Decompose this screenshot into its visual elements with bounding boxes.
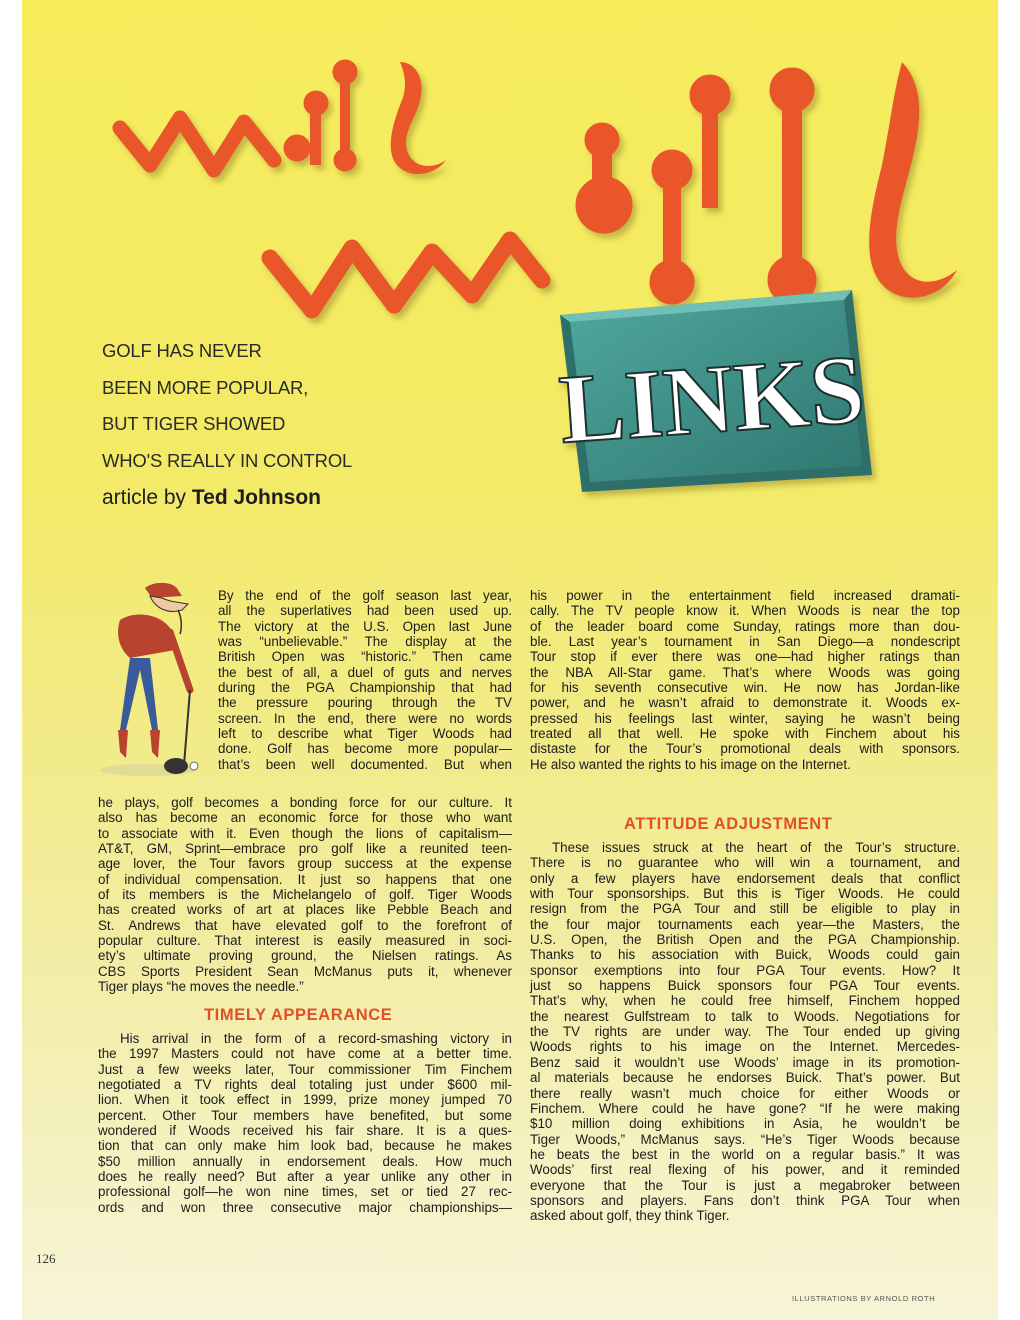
body-line: the 1997 Masters could not have come at a better time.: [98, 1046, 512, 1062]
body-line: also has become an economic force for those who want: [98, 810, 512, 826]
deck-line: GOLF HAS NEVER: [102, 340, 262, 361]
body-line: Thanks to his association with Buick, Woods could gain: [530, 947, 960, 963]
links-sign: [556, 290, 872, 492]
section-heading-attitude-adjustment: ATTITUDE ADJUSTMENT: [624, 815, 833, 833]
body-line: He also wanted the rights to his image on the Internet.: [530, 756, 851, 772]
body-line: during the PGA Championship that had: [218, 680, 512, 696]
column-1-section: [98, 1031, 512, 1215]
section-heading-timely-appearance: TIMELY APPEARANCE: [204, 1006, 393, 1024]
body-line: age lover, the Tour favors group success at the expense: [98, 856, 512, 872]
deck-line: BUT TIGER SHOWED: [102, 413, 286, 434]
body-line: Finchem. Where could he have gone? “If he were making: [530, 1100, 960, 1116]
body-line: popular culture. That interest is easily measured in soci-: [98, 933, 512, 949]
body-line: AT&T, GM, Sprint—embrace pro golf like a reunited teen-: [98, 841, 512, 857]
body-line: his power in the entertainment field increased dramati-: [530, 588, 960, 603]
body-line: the pressure pouring through the TV: [218, 695, 512, 711]
body-line: Tour stop if ever there was one—had higher ratings than: [530, 649, 960, 665]
body-line: tion that can only make him look bad, because he makes: [98, 1138, 512, 1154]
title-word-wild: [120, 60, 446, 174]
title-word-world: [270, 62, 957, 310]
body-line: negotiated a TV rights deal totaling just under $600 mil-: [98, 1077, 512, 1093]
column-1-wrap: [218, 588, 512, 772]
body-line: left to describe what Tiger Woods had: [218, 726, 512, 742]
body-line: British Open was “historic.” Then came: [218, 649, 512, 665]
body-line: power, and he wasn’t afraid to demonstrate it. Woods ex-: [530, 695, 960, 711]
body-line: cally. The TV people know it. When Woods is near the top: [530, 603, 960, 619]
body-line: The victory at the U.S. Open last June: [218, 618, 512, 634]
body-line: al materials because he endorses Buick. That’s power. But: [530, 1070, 960, 1086]
body-line: sponsors and players. Fans don’t think PGA Tour when: [530, 1192, 960, 1208]
body-line: There is no guarantee who will win a tournament, and: [530, 855, 960, 871]
body-line: lion. When it took effect in 1999, prize money jumped 70: [98, 1092, 512, 1108]
body-line: percent. Other Tour members have benefited, but some: [98, 1107, 512, 1123]
body-line: Tiger plays “he moves the needle.”: [98, 979, 304, 995]
body-line: Benz said it wouldn’t use Woods’ image in its promotion-: [530, 1054, 960, 1070]
golfer-illustration: [90, 580, 230, 785]
body-line: all the superlatives had been used up.: [218, 603, 512, 619]
links-sign-text: LINKS: [556, 335, 868, 465]
column-2-section: [530, 840, 960, 1224]
body-line: $10 million doing exhibitions in Asia, he wouldn’t be: [530, 1116, 960, 1132]
body-line: That’s why, when he could free himself, Finchem hopped: [530, 993, 960, 1009]
body-line: of individual compensation. It just so happens that one: [98, 871, 512, 887]
body-line: the NBA All-Star game. That’s where Woods was going: [530, 664, 960, 680]
body-line: asked about golf, they think Tiger.: [530, 1208, 730, 1224]
body-line: CBS Sports President Sean McManus puts it, whenever: [98, 963, 512, 979]
column-1-full: [98, 795, 512, 994]
body-line: to associate with it. Even though the lions of capitalism—: [98, 825, 512, 841]
body-line: Woods rights to his image on the Internet. Mercedes-: [530, 1039, 960, 1055]
body-line: treated all that well. He spoke with Finchem about his: [530, 726, 960, 742]
byline-prefix: article by: [102, 486, 187, 509]
body-line: ety’s ultimate proving ground, the Nielsen ratings. As: [98, 948, 512, 964]
body-line: sponsor exemptions into four PGA Tour events. How? It: [530, 962, 960, 978]
body-line: distaste for the Tour’s promotional deals with sponsors.: [530, 741, 960, 757]
body-line: for his seventh consecutive win. He now has Jordan-like: [530, 680, 960, 696]
body-line: pressed his feelings last winter, saying he wasn’t being: [530, 710, 960, 726]
body-line: with Tour sponsorships. But this is Tiger Woods. He could: [530, 886, 960, 902]
body-line: does he really need? But after a year unlike any other in: [98, 1169, 512, 1185]
body-line: ble. Last year’s tournament in San Diego—a nondescript: [530, 634, 960, 650]
body-line: the TV rights are under way. The Tour ended up giving: [530, 1024, 960, 1040]
body-line: the nearest Gulfstream to talk to Woods. Negotiations for: [530, 1008, 960, 1024]
body-line: was “unbelievable.” The display at the: [218, 634, 512, 650]
body-line: has created works of art at places like Pebble Beach and: [98, 902, 512, 918]
column-2-top: [530, 588, 960, 772]
body-line: Woods’ first real flexing of his power, and it reminded: [530, 1162, 960, 1178]
body-line: Just a few weeks later, Tour commissioner Tim Finchem: [98, 1061, 512, 1077]
body-line: there really wasn’t much choice for either Woods or: [530, 1085, 960, 1101]
body-line: of the leader board come Sunday, ratings more than dou-: [530, 618, 960, 634]
body-line: U.S. Open, the British Open and the PGA Championship.: [530, 932, 960, 948]
body-line: of its members is the Michelangelo of golf. Tiger Woods: [98, 887, 512, 903]
body-line: resign from the PGA Tour and still be eligible to play in: [530, 901, 960, 917]
body-line: that’s been well documented. But when: [218, 756, 512, 772]
body-line: he plays, golf becomes a bonding force for our culture. It: [98, 795, 512, 810]
article-deck: [102, 333, 522, 479]
body-line: Tiger Woods,” McManus says. “He’s Tiger Woods because: [530, 1131, 960, 1147]
byline: [102, 486, 321, 510]
body-line: he beats the best in the world on a regular basis.” It was: [530, 1146, 960, 1162]
body-line: wondered if Woods received his fair share. It is a ques-: [98, 1123, 512, 1139]
body-line: His arrival in the form of a record-smashing victory in: [120, 1031, 512, 1046]
body-line: screen. In the end, there were no words: [218, 710, 512, 726]
body-line: done. Golf has become more popular—: [218, 741, 512, 757]
body-line: St. Andrews that have elevated golf to the forefront of: [98, 917, 512, 933]
byline-author: Ted Johnson: [191, 486, 321, 509]
body-line: the best of all, a duel of guts and nerves: [218, 664, 512, 680]
body-line: the four major tournaments each year—the Masters, the: [530, 916, 960, 932]
body-line: ords and won three consecutive major championships—: [98, 1199, 512, 1215]
body-line: By the end of the golf season last year,: [218, 588, 512, 603]
deck-line: WHO'S REALLY IN CONTROL: [102, 449, 353, 471]
page-number: 126: [36, 1251, 56, 1266]
body-line: These issues struck at the heart of the Tour’s structure.: [552, 840, 960, 855]
body-line: only a few players have endorsement deals that conflict: [530, 870, 960, 886]
magazine-page: [22, 0, 998, 1320]
body-line: professional golf—he won nine times, set or tied 27 rec-: [98, 1184, 512, 1200]
body-line: $50 million annually in endorsement deals. How much: [98, 1153, 512, 1169]
body-line: everyone that the Tour is just a megabroker between: [530, 1177, 960, 1193]
deck-line: BEEN MORE POPULAR,: [102, 376, 309, 398]
body-line: just so happens Buick sponsors four PGA Tour events.: [530, 978, 960, 994]
illustration-credit: ILLUSTRATIONS BY ARNOLD ROTH: [792, 1294, 936, 1303]
